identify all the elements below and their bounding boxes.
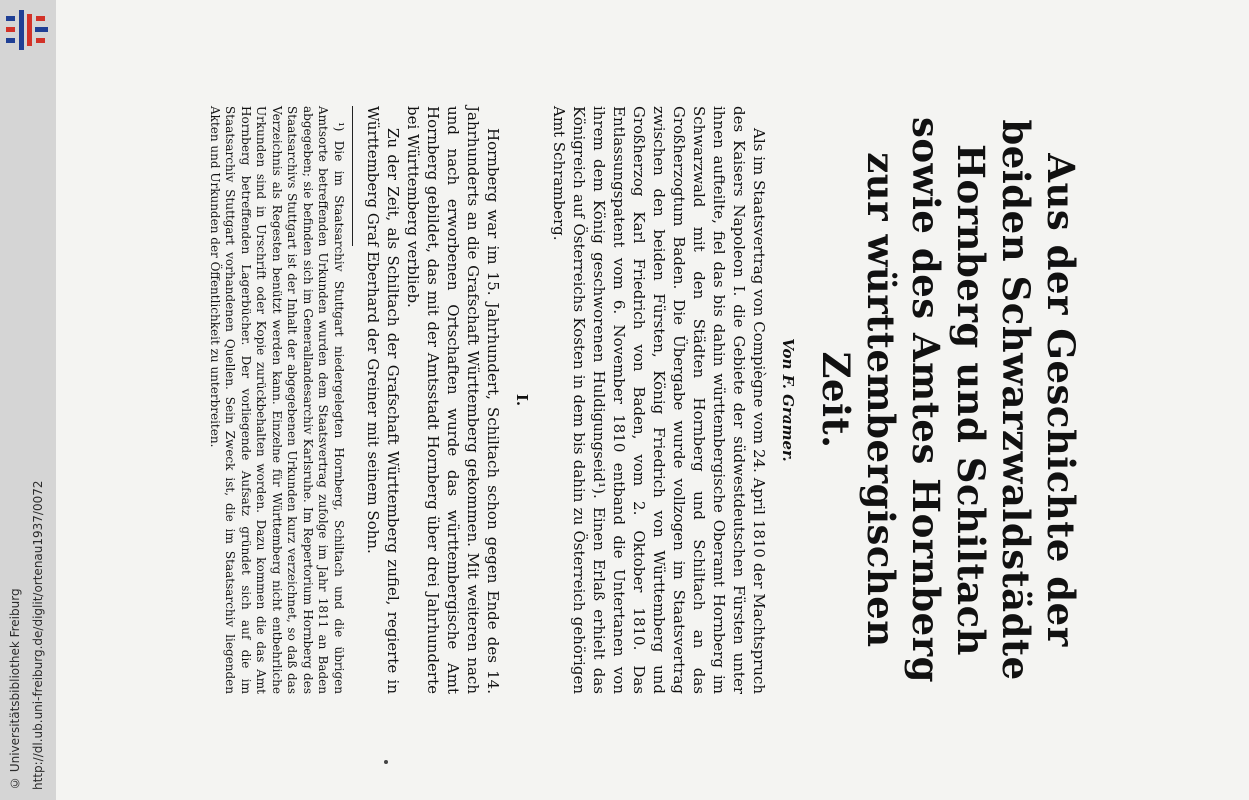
body-paragraph-1: Hornberg war im 15. Jahrhundert, Schiltach schon gegen Ende des 14. Jahrhunderts an die Grafschaft Württemberg gekommen. Mit weiteren nach und nach erworbenen Ortschaften wurde das württembergische Amt Hornberg gebildet, das mit der Amtsstadt Hornberg über drei Jahrhunderte bei Württemberg verblieb. <box>404 106 502 694</box>
section-heading: I. <box>513 393 531 407</box>
article-title: Aus der Geschichte der beiden Schwarzwaldstädte Hornberg und Schiltach sowie des Amtes Hornberg zur württembergischen Zeit. <box>814 117 1083 683</box>
copyright-notice: © Universitätsbibliothek Freiburg <box>8 588 22 790</box>
left-sidebar <box>0 0 56 800</box>
scanned-page <box>56 0 1249 800</box>
ub-freiburg-logo-icon[interactable] <box>6 10 48 50</box>
footnote-divider <box>352 106 353 246</box>
page-mark <box>384 760 388 764</box>
intro-paragraph: Als im Staatsvertrag von Compiègne vom 24. April 1810 der Machtspruch des Kaisers Napoleon I. die Gebiete der südwestdeutschen Fürsten unter ihnen aufteilte, fiel das bis dahin württembergische Oberamt Hornberg im Schwarzwald mit den Städten Hornberg und Schiltach an das Großherzogtum Baden. Die Übergabe wurde vollzogen im Staatsvertrag zwischen den beiden Fürsten, König Friedrich von Württemberg und Großherzog Karl Friedrich von Baden, vom 2. Oktober 1810. Das Entlassungspatent vom 6. November 1810 entband die Untertanen von ihrem dem König geschworenen Huldigungseid¹). Einen Erlaß erhielt das Königreich auf Österreichs Kosten in dem bis dahin zu Österreich gehörigen Amt Schramberg. <box>550 106 768 694</box>
sidebar-info <box>4 410 54 790</box>
page-content-rotated <box>187 80 1117 720</box>
body-paragraph-2: Zu der Zeit, als Schiltach der Grafschaft Württemberg zufiel, regierte in Württemberg Graf Eberhard der Greiner mit seinem Sohn. <box>364 106 402 694</box>
author-byline: Von F. Gramer. <box>779 338 797 462</box>
source-url[interactable]: http://dl.ub.uni-freiburg.de/diglit/ortenau1937/0072 <box>31 480 45 790</box>
footnote: ¹) Die im Staatsarchiv Stuttgart niedergelegten Hornberg, Schiltach und die übrigen Amtsorte betreffenden Urkunden wurden dem Staatsvertrag zufolge im Jahr 1811 an Baden abgegeben; sie befinden sich im Generallandesarchiv Karlsruhe. Im Repertorium Hornberg des Staatsarchivs Stuttgart ist der Inhalt der abgegebenen Urkunden kurz verzeichnet, so daß das Verzeichnis als Regesten benützt werden kann. Einzelne für Württemberg nicht entbehrliche Urkunden sind in Urschrift oder Kopie zurückbehalten worden. Dazu kommen die das Amt Hornberg betreffenden Lagerbücher. Der vorliegende Aufsatz gründet sich auf die im Staatsarchiv Stuttgart vorhandenen Quellen. Sein Zweck ist, die im Staatsarchiv liegenden Akten und Urkunden der Öffentlichkeit zu unterbreiten. <box>208 106 346 694</box>
